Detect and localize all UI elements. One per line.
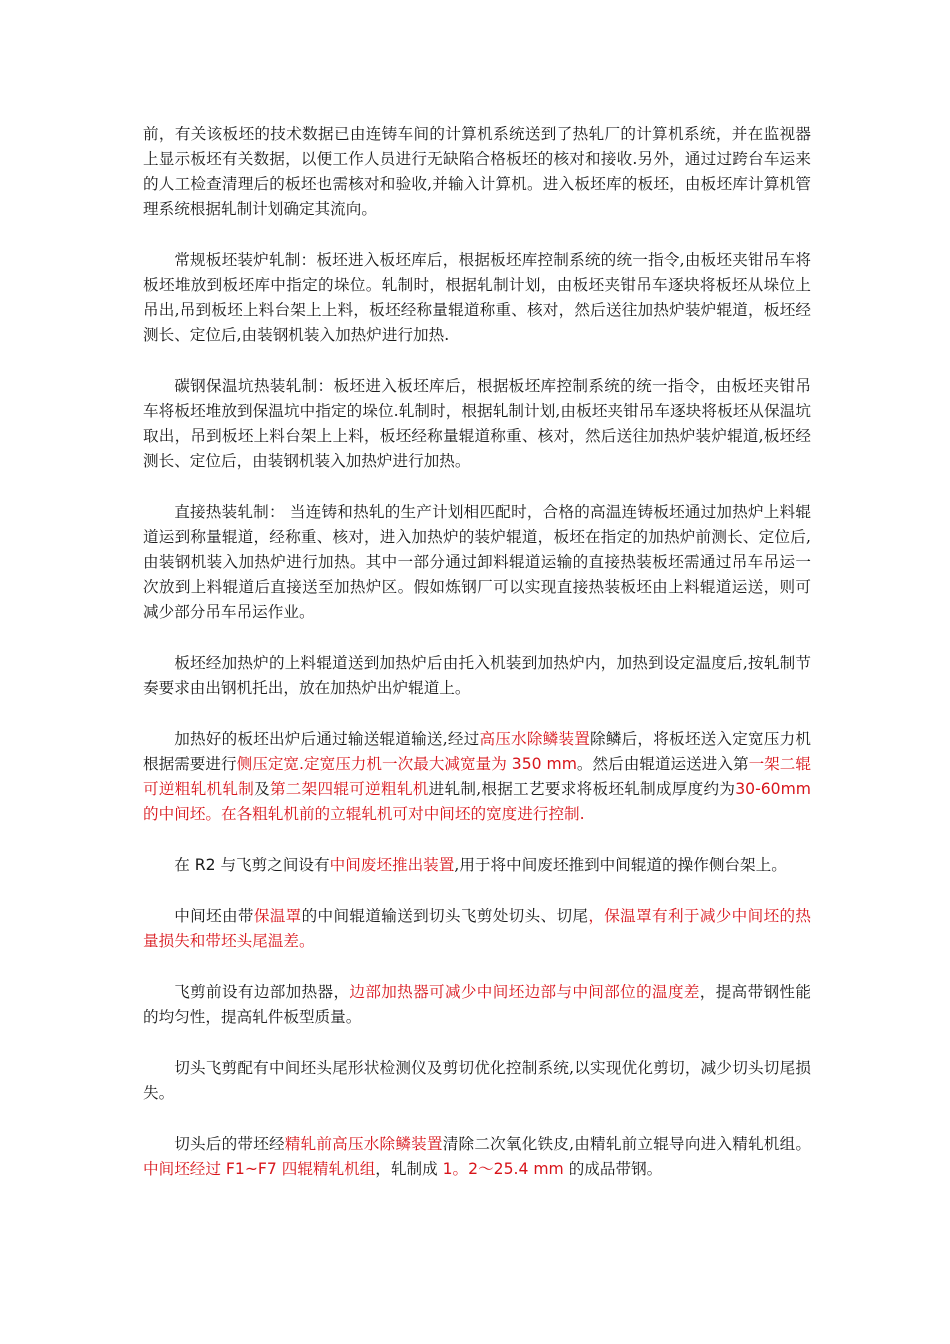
highlighted-term: ，保温罩有利于减少中间坯的热量损失和带坯头尾温差。 — [143, 907, 811, 950]
text-run: 在 R2 与飞剪之间设有 — [174, 856, 330, 874]
text-run: 清除二次氧化铁皮,由精轧前立辊导向进入精轧机组。 — [442, 1135, 811, 1153]
paragraph-heat-cover — [143, 904, 811, 954]
paragraph-slab-data-intro — [143, 122, 811, 222]
text-run: 及 — [254, 780, 270, 798]
text-run: 加热好的板坯出炉后通过输送辊道输送,经过 — [174, 730, 480, 748]
highlighted-term: 30-60mm 的中间坯。在各粗轧机前的立辊轧机可对中间坯的宽度进行控制. — [143, 780, 811, 823]
paragraph-roughing-mill — [143, 727, 811, 827]
text-run: 的成品带钢。 — [563, 1160, 663, 1178]
highlighted-term: 高压水除鳞装置 — [479, 730, 591, 748]
text-run: 碳钢保温坑热装轧制：板坯进入板坯库后，根据板坯库控制系统的统一指令，由板坯夹钳吊车将板坯堆放到保温坑中指定的垛位.轧制时，根据轧制计划,由板坯夹钳吊车逐块将板坯从保温坑取出，吊到板坯上料台架上上料，板坯经称量辊道称重、核对，然后送往加热炉装炉辊道,板坯经测长、定位后，由装钢机装入加热炉进行加热。 — [143, 377, 811, 470]
paragraph-furnace-loading — [143, 651, 811, 701]
text-run: 进轧制,根据工艺要求将板坯轧制成厚度约为 — [428, 780, 736, 798]
highlighted-term: 侧压定宽.定宽压力机一次最大减宽量为 350 mm — [236, 755, 577, 773]
paragraph-pit-hot-charging — [143, 374, 811, 474]
text-run: 除鳞后，将板坯送入定宽压力机根据需要进行 — [143, 730, 811, 773]
highlighted-term: 边部加热器可减少中间坯边部与中间部位的温度差 — [349, 983, 700, 1001]
text-run: 飞剪前设有边部加热器， — [174, 983, 350, 1001]
text-run: ，轧制成 — [375, 1160, 443, 1178]
text-run: 。然后由辊道运送进入第 — [576, 755, 749, 773]
text-run: 板坯经加热炉的上料辊道送到加热炉后由托入机装到加热炉内，加热到设定温度后,按轧制节奏要求由出钢机托出，放在加热炉出炉辊道上。 — [143, 654, 811, 697]
paragraph-conventional-charging — [143, 248, 811, 348]
highlighted-term: 中间废坯推出装置 — [329, 856, 455, 874]
text-run: 常规板坯装炉轧制：板坯进入板坯库后，根据板坯库控制系统的统一指令,由板坯夹钳吊车将板坯堆放到板坯库中指定的垛位。轧制时，根据轧制计划，由板坯夹钳吊车逐块将板坯从垛位上吊出,吊到板坯上料台架上上料，板坯经称量辊道称重、核对，然后送往加热炉装炉辊道，板坯经测长、定位后,由装钢机装入加热炉进行加热. — [143, 251, 811, 344]
document-page — [143, 122, 811, 1208]
text-run: ,用于将中间废坯推到中间辊道的操作侧台架上。 — [454, 856, 787, 874]
text-run: 直接热装轧制： 当连铸和热轧的生产计划相匹配时，合格的高温连铸板坯通过加热炉上料辊道运到称量辊道，经称重、核对，进入加热炉的装炉辊道，板坯在指定的加热炉前测长、定位后,由装钢机装入加热炉进行加热。其中一部分通过卸料辊道运输的直接热装板坯需通过吊车吊运一次放到上料辊道后直接送至加热炉区。假如炼钢厂可以实现直接热装板坯由上料辊道运送，则可减少部分吊车吊运作业。 — [143, 503, 811, 621]
highlighted-term: 中间坯经过 F1~F7 四辊精轧机组 — [143, 1160, 376, 1178]
paragraph-direct-hot-charging — [143, 500, 811, 625]
highlighted-term: 精轧前高压水除鳞装置 — [284, 1135, 443, 1153]
paragraph-edge-heater — [143, 980, 811, 1030]
text-run: 切头后的带坯经 — [174, 1135, 285, 1153]
highlighted-term: 1。2～25.4 mm — [442, 1160, 564, 1178]
text-run: 的中间辊道输送到切头飞剪处切头、切尾 — [301, 907, 589, 925]
highlighted-term: 第二架四辊可逆粗轧机 — [269, 780, 429, 798]
text-run: 前，有关该板坯的技术数据已由连铸车间的计算机系统送到了热轧厂的计算机系统，并在监视器上显示板坯有关数据，以便工作人员进行无缺陷合格板坯的核对和接收.另外，通过过跨台车运来的人工检查清理后的板坯也需核对和验收,并输入计算机。进入板坯库的板坯，由板坯库计算机管理系统根据轧制计划确定其流向。 — [143, 125, 811, 218]
paragraph-scrap-pusher — [143, 853, 811, 878]
text-run: 中间坯由带 — [174, 907, 254, 925]
text-run: ，提高带钢性能的均匀性，提高轧件板型质量。 — [143, 983, 811, 1026]
paragraph-finishing-mill — [143, 1132, 811, 1182]
highlighted-term: 一架二辊可逆粗轧机轧制 — [143, 755, 811, 798]
text-run: 切头飞剪配有中间坯头尾形状检测仪及剪切优化控制系统,以实现优化剪切，减少切头切尾损失。 — [143, 1059, 811, 1102]
highlighted-term: 保温罩 — [253, 907, 302, 925]
paragraph-crop-shear — [143, 1056, 811, 1106]
